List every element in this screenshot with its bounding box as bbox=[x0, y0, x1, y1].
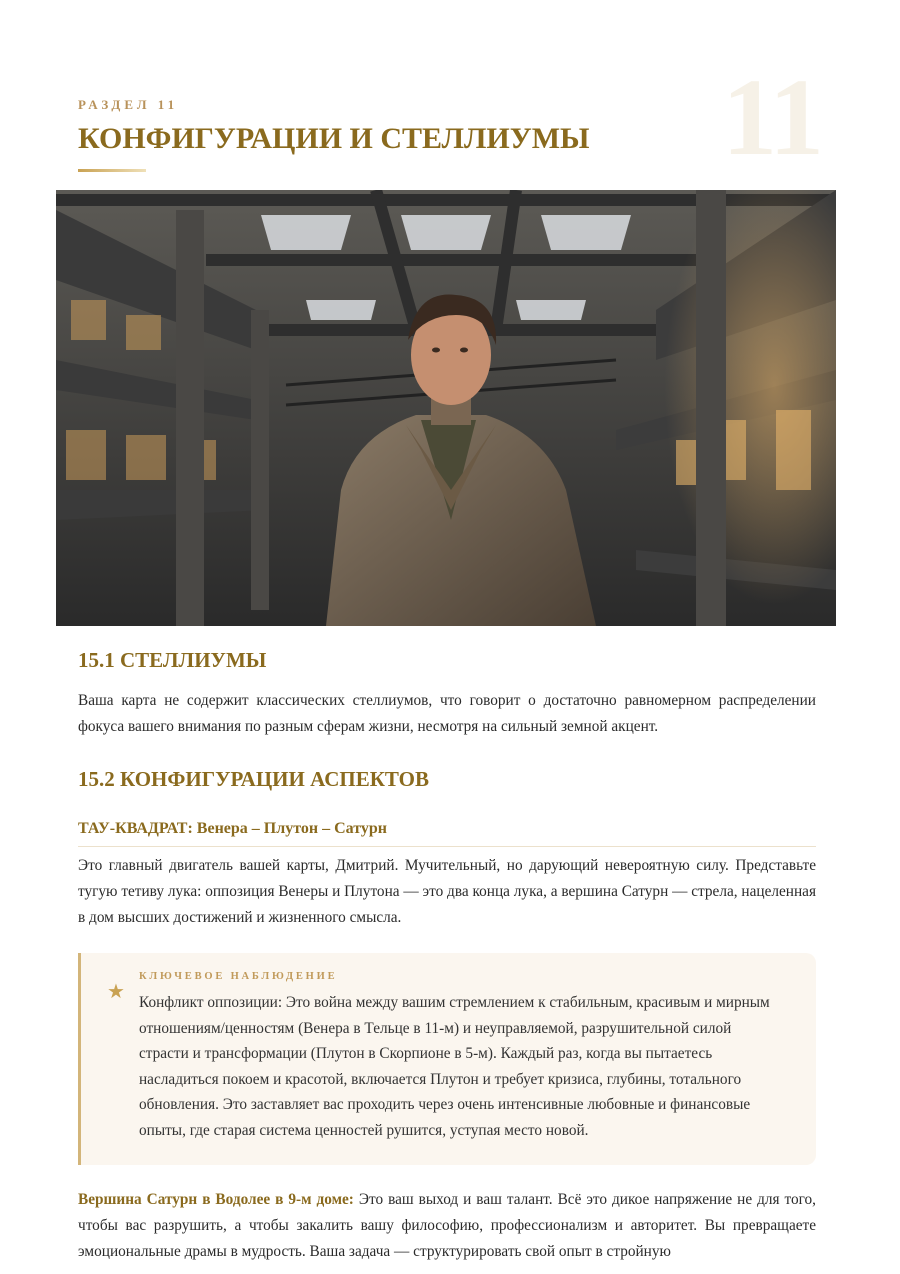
callout-label: КЛЮЧЕВОЕ НАБЛЮДЕНИЕ bbox=[139, 971, 338, 982]
content bbox=[78, 648, 816, 1265]
star-icon: ★ bbox=[107, 981, 125, 1003]
section-number-watermark: 11 bbox=[722, 56, 822, 178]
stellium-heading: 15.1 СТЕЛЛИУМЫ bbox=[78, 648, 267, 672]
t-square-text: Это главный двигатель вашей карты, Дмитрий. Мучительный, но дарующий невероятную силу. Представьте тугую тетиву лука: оппозиция Венеры и Плутона — это два конца лука, а вершина Сатурн — стрела, нацеленная в дом высших достижений и жизненного смысла. bbox=[78, 857, 816, 926]
hero-photo bbox=[56, 190, 836, 626]
apex-text: Это ваш выход и ваш талант. Всё это дикое напряжение не для того, чтобы вас разрушить, а чтобы закалить вашу философию, профессионализм и авторитет. Вы превращаете эмоциональные драмы в мудрость. Ваша задача — структурировать свой опыт в стройную bbox=[78, 1191, 816, 1260]
section-label: РАЗДЕЛ 11 bbox=[78, 97, 179, 112]
title-underline bbox=[78, 169, 146, 172]
section-title: КОНФИГУРАЦИИ И СТЕЛЛИУМЫ bbox=[78, 122, 590, 155]
apex-paragraph bbox=[78, 1187, 816, 1265]
key-observation-callout bbox=[78, 953, 816, 1165]
stellium-text: Ваша карта не содержит классических стеллиумов, что говорит о достаточно равномерном распределении фокуса вашего внимания по разным сферам жизни, несмотря на сильный земной акцент. bbox=[78, 692, 816, 735]
configurations-heading: 15.2 КОНФИГУРАЦИИ АСПЕКТОВ bbox=[78, 767, 430, 791]
apex-lead: Вершина Сатурн в Водолее в 9-м доме: bbox=[78, 1191, 354, 1208]
callout-text: Конфликт оппозиции: Это война между вашим стремлением к стабильным, красивым и мирным отношениям/ценностям (Венера в Тельце в 11-м) и неуправляемой, разрушительной силой страсти и трансформации (Плутон в Скорпионе в 5-м). Каждый раз, когда вы пытаетесь насладиться покоем и красотой, включается Плутон и требует кризиса, глубины, тотального обновления. Это заставляет вас проходить через очень интенсивные любовные и финансовые опыты, где старая система ценностей рушится, уступая место новой. bbox=[139, 994, 770, 1139]
t-square-title: ТАУ-КВАДРАТ: Венера – Плутон – Сатурн bbox=[78, 820, 816, 847]
